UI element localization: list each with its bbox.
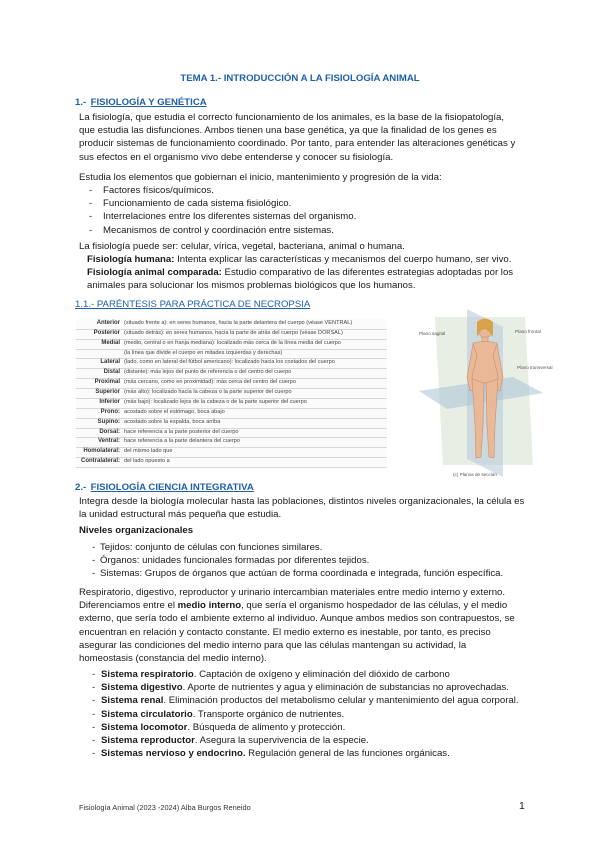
definition-cell: hace referencia a la parte posterior del cuerpo: [124, 428, 239, 435]
list-item: - Órganos: unidades funcionales formadas por diferentes tejidos.: [92, 555, 370, 567]
term-cell: Anterior: [96, 320, 120, 326]
term-cell: Ventral:: [97, 438, 120, 445]
frontal-plane-label: Plano frontal: [515, 329, 541, 334]
term-cell: Superior: [95, 389, 120, 396]
definition-cell: (la línea que divide el cuerpo en mitades izquierdas y derechas): [124, 349, 283, 356]
list-item: - Sistemas nervioso y endocrino. Regulación general de las funciones orgánicas.: [92, 748, 450, 760]
term-cell: Lateral: [100, 359, 120, 366]
list-item: - Factores físicos/químicos.: [89, 185, 214, 196]
comparative-physiology: Fisiología animal comparada: Estudio comparativo de las diferentes estrategias adoptadas por los animales para solucionar los mismos problemas biológicos que los humanos.: [87, 267, 514, 292]
anatomical-planes-figure: [415, 307, 553, 479]
levels-list: [92, 541, 504, 581]
list-item: - Sistema digestivo. Aporte de nutrientes y agua y eliminación de substancias no aprovechadas.: [92, 682, 509, 694]
systems-list: [92, 668, 519, 760]
definition-cell: (medio, central o en franja mediana): localizado más cerca de la línea media del cuerpo: [124, 339, 342, 346]
term-cell: Inferior: [99, 398, 120, 405]
elements-list: [89, 184, 357, 237]
definition-cell: (situado detrás): en seres humanos, hacia la parte de atrás del cuerpo (véase DORSAL): [124, 329, 343, 336]
definition-cell: (lado, como en lateral del fútbol americano): localizado hacia los costados del cuerpo: [124, 359, 335, 366]
term-cell: Posterior: [93, 329, 120, 336]
definition-cell: del mismo lado que: [124, 448, 173, 455]
integrative-intro: Integra desde la biología molecular hasta las poblaciones, distintos niveles organizacionales, la célula es la unidad estructural más pequeña que estudia.: [79, 496, 525, 521]
definition-cell: hace referencia a la parte delantera del cuerpo: [124, 438, 240, 445]
definition-cell: acostado sobre el estómago, boca abajo: [124, 408, 225, 415]
list-item: - Sistema locomotor. Búsqueda de alimento y protección.: [92, 721, 346, 733]
list-item: - Sistema respiratorio. Captación de oxígeno y eliminación del dióxido de carbono: [92, 669, 450, 680]
section-1-1-heading: 1.1.- PARÉNTESIS PARA PRÁCTICA DE NECROPSIA: [75, 299, 311, 310]
list-item: - Sistema reproductor. Asegura la supervivencia de la especie.: [92, 735, 369, 747]
table-row: [76, 457, 387, 468]
list-item: - Tejidos: conjunto de células con funciones similares.: [92, 542, 323, 553]
sagittal-plane-label: Plano sagital: [419, 331, 446, 336]
term-cell: Homolateral:: [83, 448, 120, 455]
footer-text: Fisiología Animal (2023 -2024) Alba Burgos Reneido: [79, 803, 251, 812]
definition-cell: (más bajo): localizado lejos de la cabeza o de la parte superior del cuerpo: [124, 398, 307, 405]
page-title: TEMA 1.- INTRODUCCIÓN A LA FISIOLOGÍA ANIMAL: [180, 73, 420, 84]
term-cell: Contralateral:: [80, 458, 120, 465]
term-cell: Dorsal:: [99, 428, 120, 435]
figure-caption: (c) Planos de sección: [453, 472, 497, 477]
intro-paragraph: La fisiología, que estudia el correcto funcionamiento de los animales, es la base de la fisiopatología, que estudia las disfunciones. Ambos tienen una base genética, ya que la finalidad de los genes es producir sistemas de funcionamiento coordinado. Por tanto, para entender las alteraciones genéticas y sus efectos en el organismo vivo debe entenderse y conocer su fisiología.: [79, 112, 516, 163]
anatomical-terms-table: [76, 319, 387, 467]
list-item: - Interrelaciones entre los diferentes sistemas del organismo.: [89, 211, 357, 223]
definition-cell: del lado opuesto a: [124, 458, 170, 465]
section-2-heading: 2.- FISIOLOGÍA CIENCIA INTEGRATIVA: [75, 482, 254, 493]
transversal-plane-label: Plano transversal: [517, 365, 553, 370]
physiology-types: La fisiología puede ser: celular, vírica, vegetal, bacteriana, animal o humana.: [79, 241, 405, 252]
term-cell: Distal: [103, 369, 120, 376]
term-cell: Medial: [101, 339, 120, 346]
list-item: - Mecanismos de control y coordinación entre sistemas.: [89, 224, 334, 236]
levels-heading: Niveles organizacionales: [79, 525, 194, 536]
definition-cell: (distante): más lejos del punto de referencia o del centro del cuerpo: [124, 369, 292, 376]
definition-cell: (más alto): localizado hacia la cabeza o la parte superior del cuerpo: [124, 389, 292, 396]
human-physiology: Fisiología humana: Intenta explicar las características y mecanismos del cuerpo humano, ser vivo.: [87, 254, 512, 265]
definition-cell: (más cercano, como en proximidad): más cerca del centro del cuerpo: [124, 379, 296, 386]
list-item: - Sistema circulatorio. Transporte orgánico de nutrientes.: [92, 708, 345, 720]
term-cell: Prono:: [100, 408, 120, 415]
section-1-heading: 1.- FISIOLOGÍA Y GENÉTICA: [75, 97, 207, 108]
definition-cell: (situado frente a): en seres humanos, hacia la parte delantera del cuerpo (véase VENTRAL): [124, 320, 353, 326]
list-item: - Sistema renal. Eliminación productos del metabolismo celular y mantenimiento del agua corporal.: [92, 695, 519, 707]
list-item: - Funcionamiento de cada sistema fisiológico.: [89, 198, 292, 210]
list-item: - Sistemas: Grupos de órganos que actúan de forma coordinada e integrada, función específica.: [92, 568, 504, 580]
definition-cell: acostado sobre la espalda, boca arriba: [124, 418, 221, 425]
term-cell: Supino:: [97, 418, 120, 425]
medium-paragraph: Respiratorio, digestivo, reproductor y urinario intercambian materiales entre medio interno y externo. Diferenciamos entre el medio interno, que sería el organismo hospedador de las células, y el medio externo, que sería todo el ambiente externo al individuo. Aunque ambos medios son contrapuestos, se encuentran en relación y contacto constante. El medio externo es inestable, por tanto, es preciso asegurar las condiciones del medio interno para que las células mantengan su actividad, la homeostasis (constancia del medio interno).: [79, 587, 515, 665]
elements-intro: Estudia los elementos que gobiernan el inicio, mantenimiento y progresión de la vida:: [79, 172, 442, 183]
term-cell: Proximal: [94, 379, 120, 386]
page-number: 1: [519, 800, 525, 812]
